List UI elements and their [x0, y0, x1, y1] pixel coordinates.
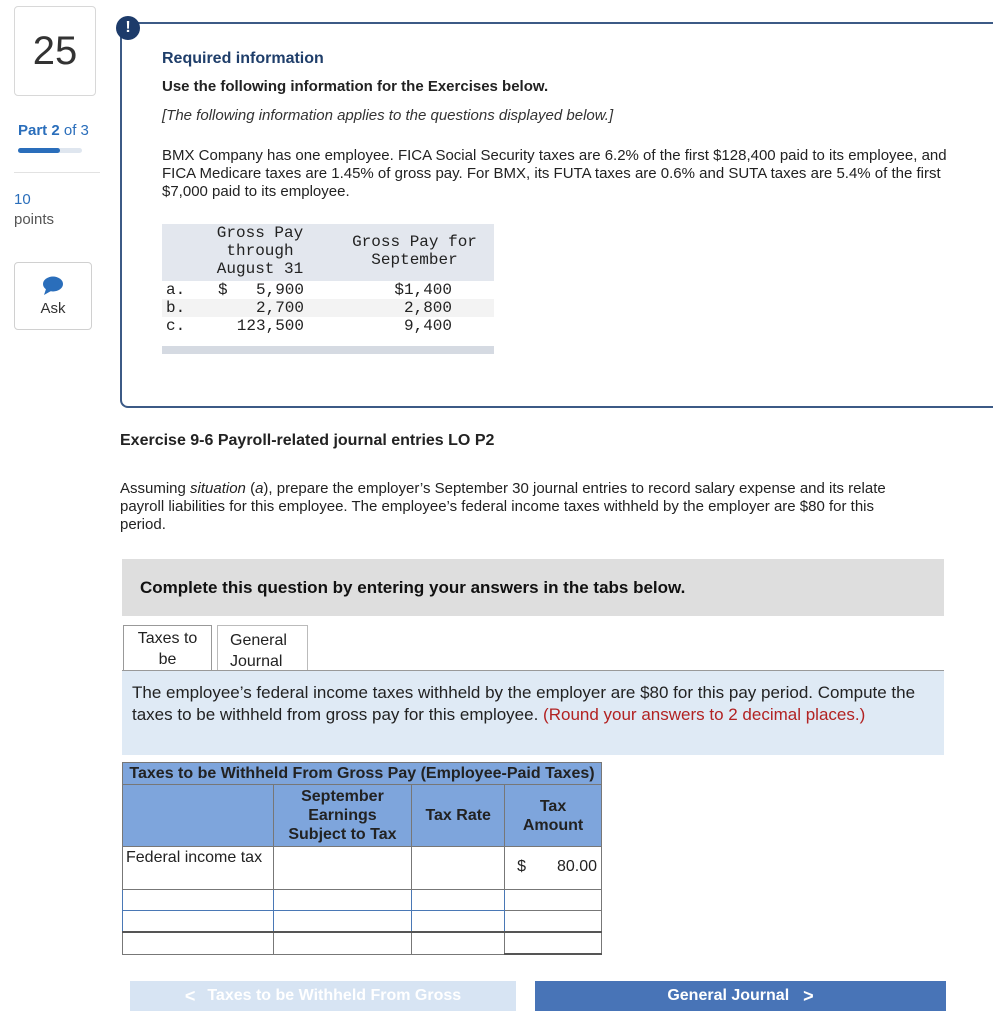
chevron-left-icon: < — [184, 985, 196, 1006]
text-italic: situation — [190, 480, 246, 497]
complete-banner: Complete this question by entering your answers in the tabs below. — [122, 559, 944, 616]
aug-amount: 5,900 — [255, 281, 304, 299]
gross-pay-header — [162, 224, 494, 281]
row-label: c. — [166, 317, 186, 335]
earnings-input[interactable] — [273, 911, 412, 933]
earnings-input[interactable] — [273, 847, 412, 890]
aug-amount: 2,700 — [255, 299, 304, 317]
part-label: Part — [18, 122, 48, 139]
part-indicator — [18, 122, 89, 139]
sep-value: $1,400 — [394, 281, 452, 299]
ask-button[interactable] — [14, 262, 92, 330]
instruction-line-2: payroll liabilities for this employee. The employee’s federal income taxes withheld by the employer are $80 for this — [120, 498, 874, 515]
alert-icon: ! — [116, 16, 140, 40]
chat-bubble-icon — [42, 276, 64, 296]
row-label-federal-income-tax: Federal income tax — [123, 847, 274, 890]
instruction-text: The employee’s federal income taxes withheld by the employer are $80 for this pay period. Compute the taxes to be withheld from gross pay for this employee. — [132, 683, 916, 724]
header-line: through — [226, 242, 294, 260]
table-row — [123, 890, 602, 911]
aug-amount: 123,500 — [236, 317, 304, 335]
currency-symbol: $ — [517, 858, 526, 875]
header-line: September — [371, 251, 458, 269]
text-segment: Assuming — [120, 480, 191, 497]
row-label: a. — [166, 281, 186, 299]
part-of: of 3 — [63, 122, 89, 139]
rate-input[interactable] — [412, 911, 505, 933]
points-value: 10 — [14, 191, 31, 208]
tab-instructions — [122, 671, 944, 755]
applies-note: [The following information applies to the questions displayed below.] — [162, 107, 614, 124]
header-earnings: September Earnings Subject to Tax — [273, 785, 412, 847]
next-tab-label: General Journal — [667, 987, 790, 1004]
currency-symbol: $ — [218, 281, 228, 299]
tab-label-line: Journal — [230, 653, 283, 670]
question-number: 25 — [14, 6, 96, 96]
total-amount-cell — [505, 932, 602, 954]
tab-general-journal[interactable] — [217, 625, 308, 671]
table-footer-bar — [162, 346, 494, 354]
table-title: Taxes to be Withheld From Gross Pay (Employee-Paid Taxes) — [123, 763, 602, 785]
table-row — [123, 847, 602, 890]
total-blank — [123, 932, 274, 954]
previous-tab-button[interactable] — [130, 981, 516, 1011]
tax-amount-cell — [505, 911, 602, 933]
table-title-row — [123, 763, 602, 785]
table-header-row — [123, 785, 602, 847]
rate-input[interactable] — [412, 890, 505, 911]
exercise-instructions — [120, 480, 993, 534]
gross-pay-table — [162, 224, 494, 354]
table-row — [162, 281, 494, 299]
header-tax-amount: Tax Amount — [505, 785, 602, 847]
header-blank — [123, 785, 274, 847]
aug-value — [218, 299, 304, 317]
tax-amount-cell — [505, 890, 602, 911]
instruction-line-3: period. — [120, 516, 166, 533]
rate-input[interactable] — [412, 847, 505, 890]
sep-value: 9,400 — [403, 317, 452, 335]
previous-tab-label: Taxes to be Withheld From Gross — [207, 987, 462, 1004]
aug-value — [218, 317, 304, 335]
aug-value — [218, 281, 304, 299]
use-info-subheading: Use the following information for the Exercises below. — [162, 78, 549, 95]
tax-amount-cell — [505, 847, 602, 890]
chevron-right-icon: > — [803, 985, 814, 1006]
part-current: 2 — [51, 122, 60, 139]
label-input[interactable] — [123, 890, 274, 911]
instruction-line-1 — [120, 480, 993, 498]
table-row — [162, 317, 494, 335]
next-tab-button[interactable] — [535, 981, 946, 1011]
company-description: BMX Company has one employee. FICA Social Security taxes are 6.2% of the first $128,400 paid to its employee, and FICA Medicare taxes are 1.45% of gross pay. For BMX, its FUTA taxes are 0.6% and SUTA taxes are 5.4% of the first $7,000 paid to its employee. — [162, 147, 947, 200]
total-blank — [273, 932, 412, 954]
exercise-title: Exercise 9-6 Payroll-related journal entries LO P2 — [120, 432, 495, 449]
earnings-input[interactable] — [273, 890, 412, 911]
table-row — [162, 299, 494, 317]
points-display — [14, 190, 54, 230]
text-segment: ), prepare the employer’s September 30 journal entries to record salary expense and its relate — [263, 480, 886, 497]
points-label: points — [14, 211, 55, 228]
taxes-withheld-table — [122, 762, 602, 955]
part-progress-bar — [18, 148, 82, 153]
label-input[interactable] — [123, 911, 274, 933]
text-segment: ( — [245, 480, 256, 497]
header-gross-pay-september — [342, 233, 487, 269]
rounding-note: (Round your answers to 2 decimal places.) — [543, 705, 866, 724]
header-tax-rate: Tax Rate — [412, 785, 505, 847]
header-line: Gross Pay for — [352, 233, 477, 251]
tab-taxes-to-be-withheld[interactable] — [123, 625, 212, 672]
header-gross-pay-august — [208, 224, 312, 278]
tab-label-line: be — [158, 651, 177, 668]
tab-label-line: General — [230, 632, 287, 649]
part-progress-fill — [18, 148, 60, 153]
total-blank — [412, 932, 505, 954]
gross-pay-rows — [162, 281, 494, 335]
table-row — [123, 911, 602, 933]
tab-label-line: Taxes to — [137, 630, 198, 647]
tax-amount-value: 80.00 — [556, 858, 597, 875]
rail-divider — [14, 172, 100, 173]
sep-value: 2,800 — [403, 299, 452, 317]
row-label: b. — [166, 299, 186, 317]
ask-label: Ask — [40, 299, 66, 317]
table-total-row — [123, 932, 602, 954]
header-line: August 31 — [216, 260, 304, 278]
header-line: Gross Pay — [216, 224, 304, 242]
text-italic: a — [255, 480, 264, 497]
required-info-heading: Required information — [162, 50, 324, 67]
